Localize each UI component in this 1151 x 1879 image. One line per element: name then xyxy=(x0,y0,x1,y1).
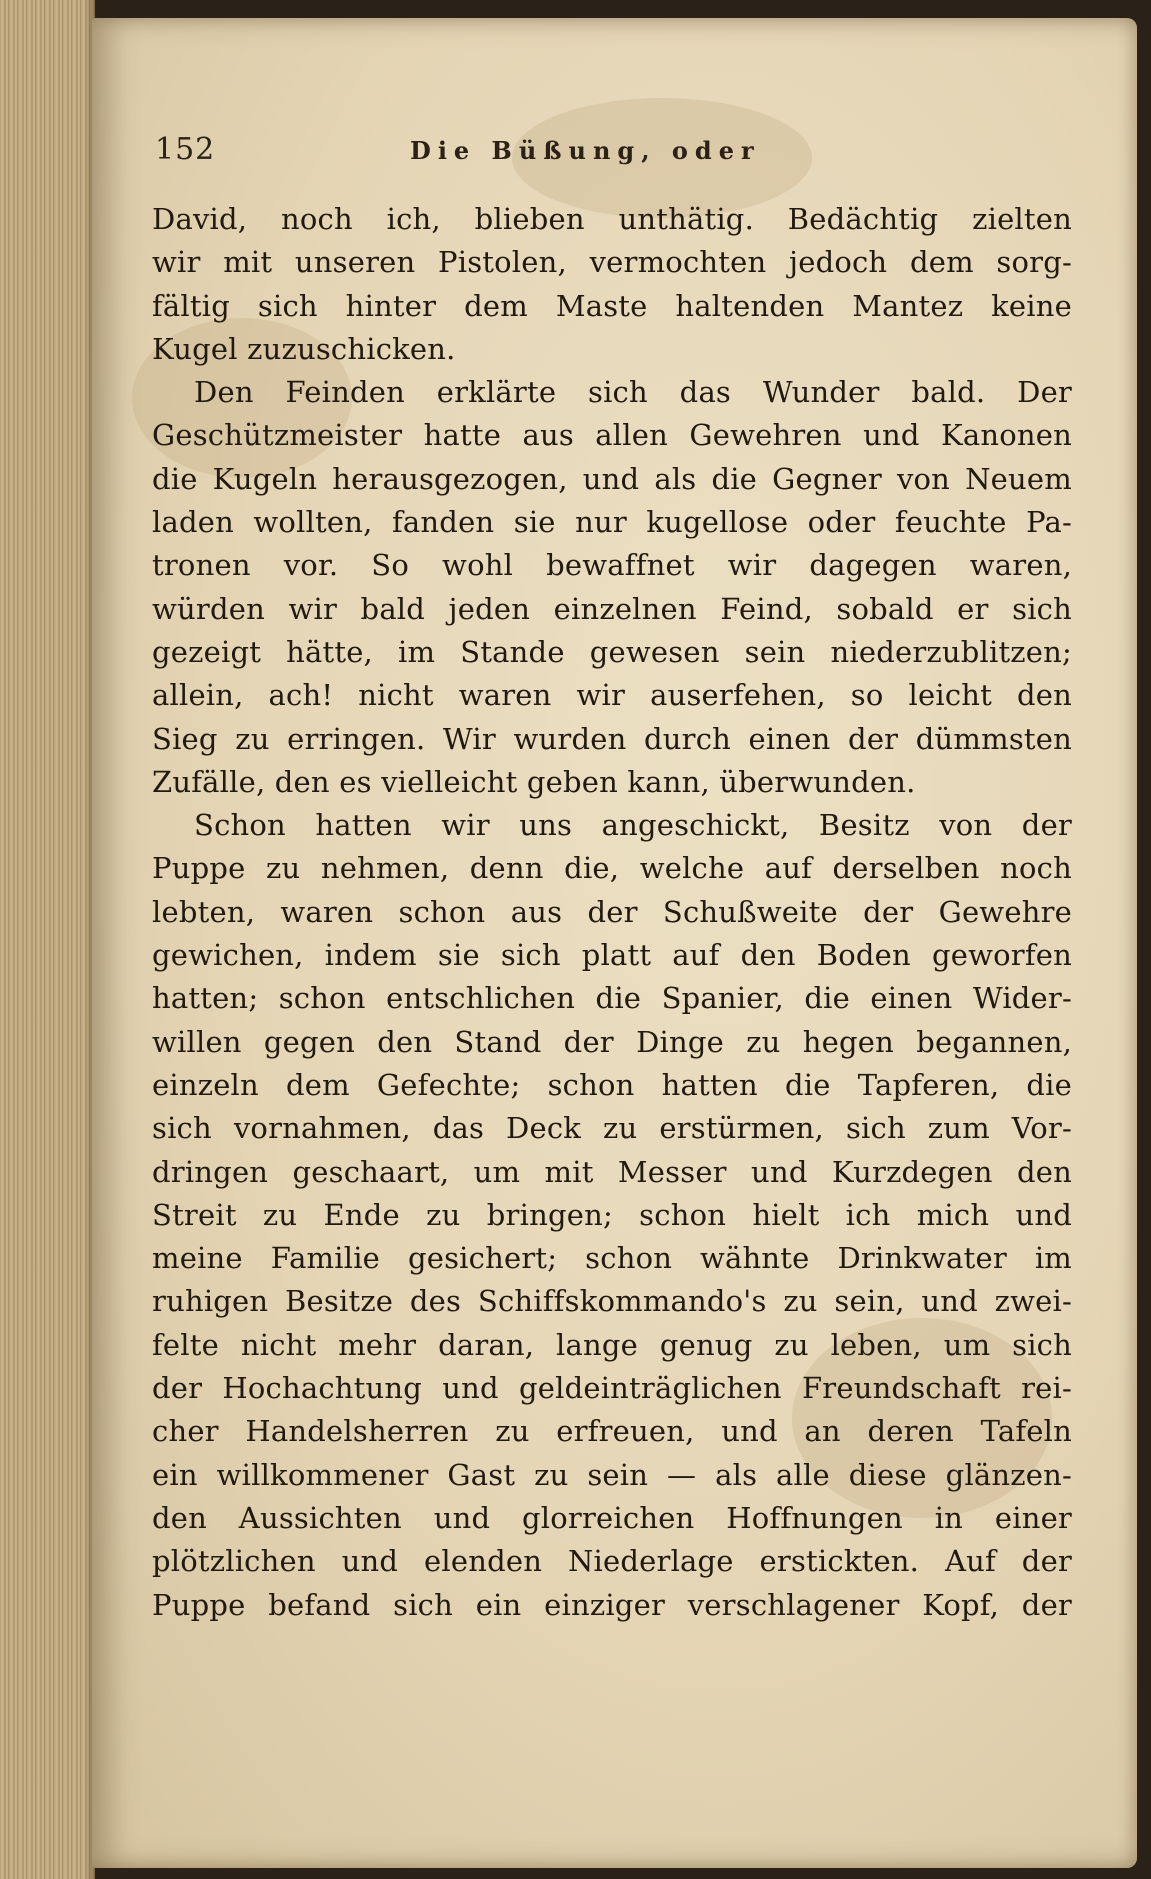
text-line: würden wir bald jeden einzelnen Feind, sobald er sich xyxy=(152,591,1072,626)
text-line: sich vornahmen, das Deck zu erstürmen, sich zum Vor- xyxy=(152,1111,1072,1146)
text-line: der Hochachtung und geldeinträglichen Freundschaft rei- xyxy=(152,1371,1072,1406)
text-line: fältig sich hinter dem Maste haltenden Mantez keine xyxy=(152,288,1072,323)
running-head: Die Büßung, oder xyxy=(410,136,761,165)
text-line: einzeln dem Gefechte; schon hatten die Tapferen, die xyxy=(152,1067,1072,1102)
page-header xyxy=(155,132,1075,182)
page-number: 152 xyxy=(155,132,216,167)
text-line: lebten, waren schon aus der Schußweite der Gewehre xyxy=(152,894,1072,929)
text-line: Puppe zu nehmen, denn die, welche auf derselben noch xyxy=(152,851,1072,886)
text-line: laden wollten, fanden sie nur kugellose oder feuchte Pa- xyxy=(152,505,1072,540)
text-line: Zufälle, den es vielleicht geben kann, überwunden. xyxy=(152,764,916,799)
text-line: dringen geschaart, um mit Messer und Kurzdegen den xyxy=(152,1154,1072,1189)
text-line: Den Feinden erklärte sich das Wunder bald. Der xyxy=(194,375,1072,410)
text-line: willen gegen den Stand der Dinge zu hegen begannen, xyxy=(152,1024,1072,1059)
text-line: David, noch ich, blieben unthätig. Bedächtig zielten xyxy=(152,202,1072,236)
text-line: plötzlichen und elenden Niederlage erstickten. Auf der xyxy=(152,1544,1072,1579)
page-edges xyxy=(0,0,95,1879)
text-line: Geschützmeister hatte aus allen Gewehren und Kanonen xyxy=(152,418,1072,453)
text-line: ruhigen Besitze des Schiffskommando's zu sein, und zwei- xyxy=(152,1284,1072,1319)
text-line: Sieg zu erringen. Wir wurden durch einen der dümmsten xyxy=(152,721,1072,756)
text-line: ein willkommener Gast zu sein — als alle diese glänzen- xyxy=(152,1457,1072,1492)
text-line: gewichen, indem sie sich platt auf den Boden geworfen xyxy=(152,938,1072,973)
text-line: Streit zu Ende zu bringen; schon hielt ich mich und xyxy=(152,1197,1072,1232)
text-line: allein, ach! nicht waren wir auserfehen, so leicht den xyxy=(152,678,1072,713)
text-line: den Aussichten und glorreichen Hoffnungen in einer xyxy=(152,1500,1072,1535)
text-line: Schon hatten wir uns angeschickt, Besitz von der xyxy=(194,808,1072,843)
text-line: cher Handelsherren zu erfreuen, und an deren Tafeln xyxy=(152,1414,1072,1449)
text-line: gezeigt hätte, im Stande gewesen sein niederzublitzen; xyxy=(152,634,1072,669)
text-line: felte nicht mehr daran, lange genug zu leben, um sich xyxy=(152,1327,1072,1362)
text-line: meine Familie gesichert; schon wähnte Drinkwater im xyxy=(152,1241,1072,1276)
text-line: die Kugeln herausgezogen, und als die Gegner von Neuem xyxy=(152,461,1072,496)
text-line: Kugel zuzuschicken. xyxy=(152,331,456,366)
text-line: tronen vor. So wohl bewaffnet wir dagegen waren, xyxy=(152,548,1072,583)
text-line: hatten; schon entschlichen die Spanier, die einen Wider- xyxy=(152,981,1072,1016)
text-line: wir mit unseren Pistolen, vermochten jedoch dem sorg- xyxy=(152,245,1072,280)
body-text xyxy=(152,198,1072,1627)
text-line: Puppe befand sich ein einziger verschlagener Kopf, der xyxy=(152,1587,1072,1622)
